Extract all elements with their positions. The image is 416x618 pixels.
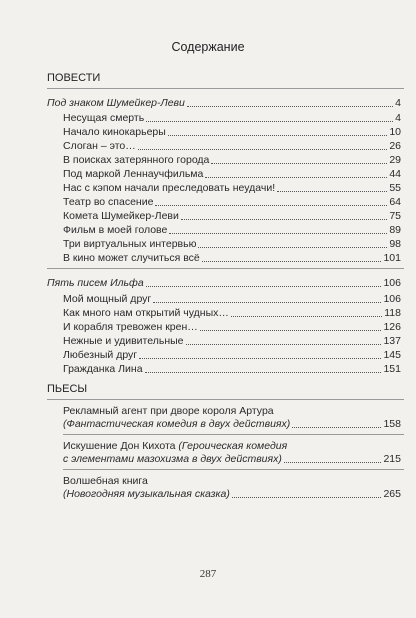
toc-leader	[168, 135, 388, 136]
toc-play-item: Рекламный агент при дворе короля Артура (Фантастическая комедия в двух действиях) 158	[63, 405, 401, 430]
toc-leader	[186, 344, 382, 345]
toc-leader	[138, 149, 388, 150]
section-heading-pesy: ПЬЕСЫ	[47, 383, 88, 395]
toc-play-item: Волшебная книга (Новогодняя музыкальная сказка) 265	[63, 475, 401, 500]
page-title: Содержание	[171, 40, 245, 54]
toc-item: Мой мощный друг 106	[63, 293, 401, 305]
section-rule	[47, 88, 404, 89]
toc-leader	[292, 427, 381, 428]
toc-group-title: Пять писем Ильфа 106	[47, 277, 401, 289]
toc-item: Фильм в моей голове 89	[63, 224, 401, 236]
toc-item: Как много нам открытий чудных… 118	[63, 307, 401, 319]
item-rule	[63, 434, 404, 435]
toc-item: Театр во спасение 64	[63, 196, 401, 208]
section-rule	[47, 399, 404, 400]
toc-item: Нас с кэпом начали преследовать неудачи! 55	[63, 182, 401, 194]
toc-leader	[145, 372, 382, 373]
item-rule	[63, 469, 404, 470]
toc-item: Несущая смерть 4	[63, 112, 401, 124]
toc-leader	[205, 177, 387, 178]
toc-leader	[146, 121, 393, 122]
toc-play-item: Искушение Дон Кихота (Героическая комедия с элементами мазохизма в двух действиях) 215	[63, 440, 401, 465]
toc-item: Слоган – это… 26	[63, 140, 401, 152]
toc-leader	[200, 330, 382, 331]
toc-leader	[187, 106, 393, 107]
toc-leader	[155, 205, 387, 206]
toc-leader	[169, 233, 387, 234]
toc-item: Нежные и удивительные 137	[63, 335, 401, 347]
toc-item: В поисках затерянного города 29	[63, 154, 401, 166]
toc-item: Под маркой Леннаучфильма 44	[63, 168, 401, 180]
toc-leader	[198, 247, 387, 248]
group-rule	[47, 268, 404, 269]
toc-leader	[181, 219, 387, 220]
toc-leader	[277, 191, 387, 192]
toc-leader	[211, 163, 387, 164]
toc-group-title: Под знаком Шумейкер-Леви 4	[47, 97, 401, 109]
toc-leader	[231, 316, 382, 317]
section-heading-povesti: ПОВЕСТИ	[47, 72, 101, 84]
toc-leader	[146, 286, 382, 287]
toc-item: Три виртуальных интервью 98	[63, 238, 401, 250]
toc-leader	[202, 261, 382, 262]
toc-item: Комета Шумейкер-Леви 75	[63, 210, 401, 222]
toc-item: Начало кинокарьеры 10	[63, 126, 401, 138]
toc-leader	[284, 462, 382, 463]
toc-leader	[232, 497, 382, 498]
page-number: 287	[199, 568, 217, 580]
toc-leader	[139, 358, 381, 359]
toc-leader	[153, 302, 381, 303]
toc-item: Гражданка Лина 151	[63, 363, 401, 375]
toc-item: И корабля тревожен крен… 126	[63, 321, 401, 333]
toc-item: Любезный друг 145	[63, 349, 401, 361]
toc-item: В кино может случиться всё 101	[63, 252, 401, 264]
